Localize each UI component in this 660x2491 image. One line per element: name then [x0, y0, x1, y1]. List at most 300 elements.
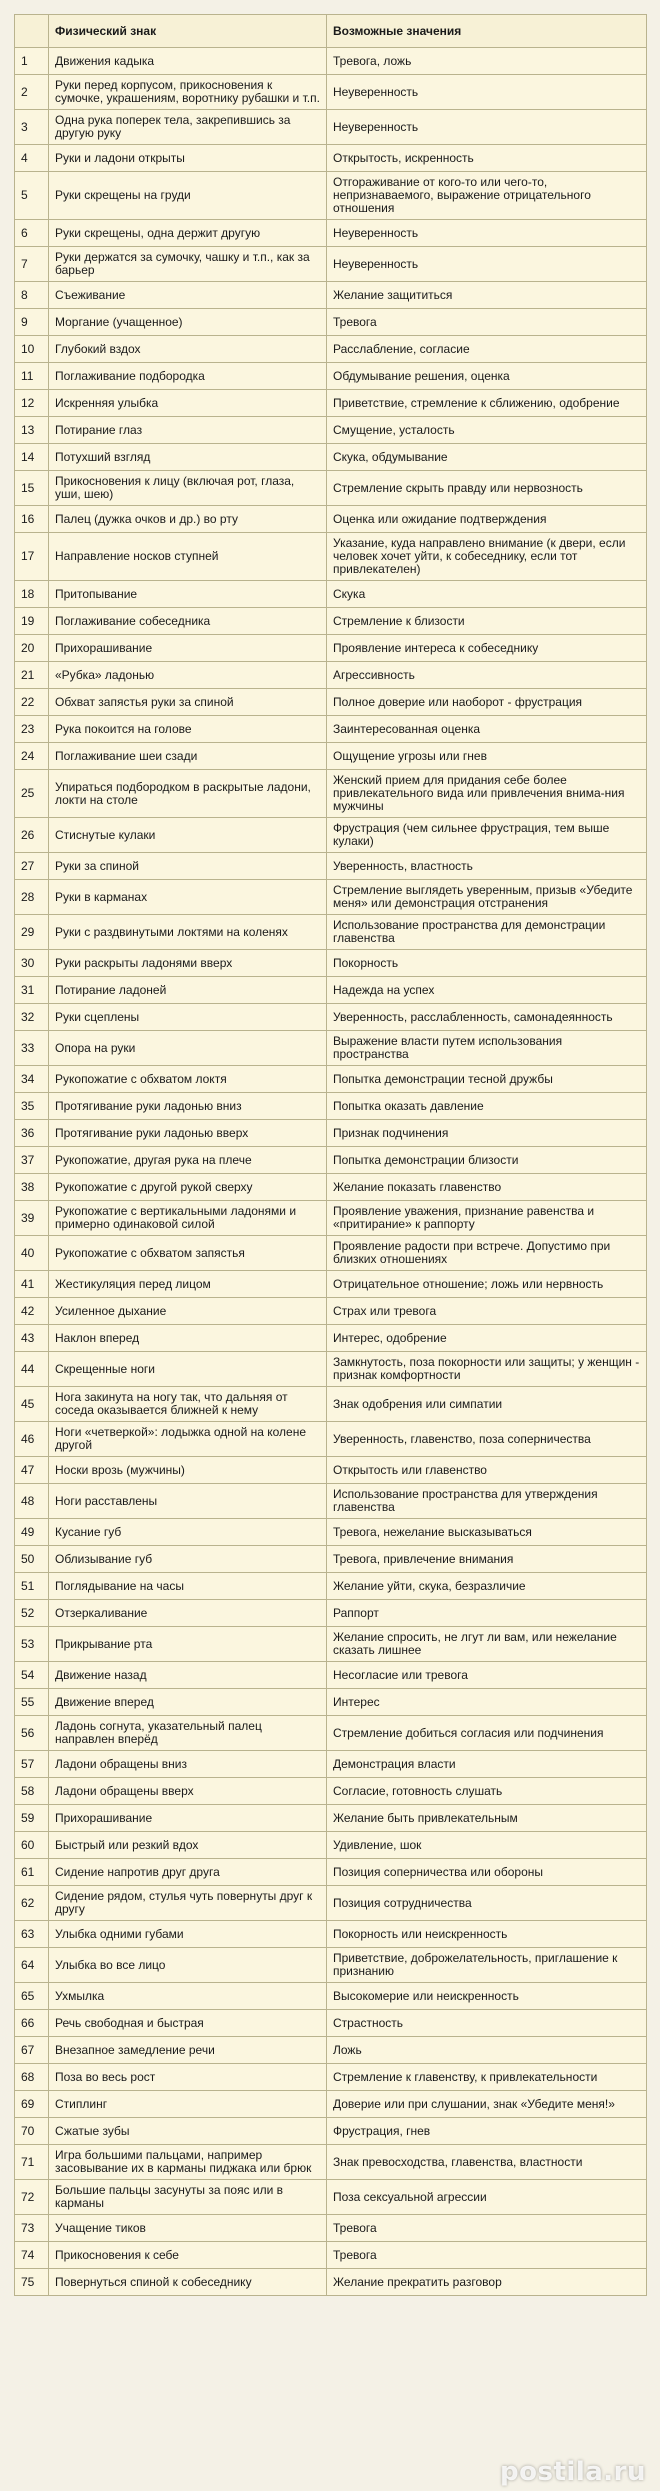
row-number: 34 [15, 1066, 49, 1093]
table-row [15, 2010, 647, 2037]
row-number: 60 [15, 1832, 49, 1859]
row-number: 7 [15, 247, 49, 282]
physical-sign-cell: Сжатые зубы [49, 2118, 327, 2145]
row-number: 55 [15, 1689, 49, 1716]
row-number: 33 [15, 1031, 49, 1066]
table-row [15, 471, 647, 506]
meaning-cell: Стремление добиться согласия или подчинения [327, 1716, 647, 1751]
page [14, 14, 646, 2296]
meaning-cell: Покорность [327, 950, 647, 977]
table-row [15, 247, 647, 282]
meaning-cell: Позиция сотрудничества [327, 1886, 647, 1921]
physical-sign-cell: Стиплинг [49, 2091, 327, 2118]
physical-sign-cell: Рукопожатие с обхватом локтя [49, 1066, 327, 1093]
table-row [15, 1147, 647, 1174]
row-number: 75 [15, 2269, 49, 2296]
row-number: 46 [15, 1422, 49, 1457]
row-number: 22 [15, 689, 49, 716]
row-number: 53 [15, 1627, 49, 1662]
table-row [15, 1689, 647, 1716]
physical-sign-cell: Ноги расставлены [49, 1484, 327, 1519]
header-number [15, 15, 49, 48]
meaning-cell: Страстность [327, 2010, 647, 2037]
table-row [15, 716, 647, 743]
meaning-cell: Неуверенность [327, 247, 647, 282]
row-number: 10 [15, 336, 49, 363]
table-row [15, 533, 647, 581]
row-number: 52 [15, 1600, 49, 1627]
meaning-cell: Высокомерие или неискренность [327, 1983, 647, 2010]
physical-sign-cell: Притопывание [49, 581, 327, 608]
table-row [15, 220, 647, 247]
physical-sign-cell: Потухший взгляд [49, 444, 327, 471]
table-row [15, 1066, 647, 1093]
row-number: 51 [15, 1573, 49, 1600]
table-row [15, 1004, 647, 1031]
physical-sign-cell: Руки и ладони открыты [49, 145, 327, 172]
physical-sign-cell: Руки скрещены на груди [49, 172, 327, 220]
row-number: 39 [15, 1201, 49, 1236]
table-row [15, 309, 647, 336]
physical-sign-cell: Прикрывание рта [49, 1627, 327, 1662]
meaning-cell: Использование пространства для утверждения главенства [327, 1484, 647, 1519]
row-number: 31 [15, 977, 49, 1004]
meaning-cell: Оценка или ожидание подтверждения [327, 506, 647, 533]
table-row [15, 770, 647, 818]
meaning-cell: Знак превосходства, главенства, властности [327, 2145, 647, 2180]
meaning-cell: Тревога [327, 309, 647, 336]
row-number: 25 [15, 770, 49, 818]
table-row [15, 1832, 647, 1859]
table-row [15, 363, 647, 390]
row-number: 17 [15, 533, 49, 581]
table-row [15, 444, 647, 471]
table-row [15, 1859, 647, 1886]
physical-sign-cell: «Рубка» ладонью [49, 662, 327, 689]
physical-sign-cell: Усиленное дыхание [49, 1298, 327, 1325]
meaning-cell: Смущение, усталость [327, 417, 647, 444]
meaning-cell: Желание защититься [327, 282, 647, 309]
meaning-cell: Уверенность, главенство, поза соперничества [327, 1422, 647, 1457]
physical-sign-cell: Большие пальцы засунуты за пояс или в карманы [49, 2180, 327, 2215]
meaning-cell: Раппорт [327, 1600, 647, 1627]
row-number: 54 [15, 1662, 49, 1689]
physical-sign-cell: Игра большими пальцами, например засовывание их в карманы пиджака или брюк [49, 2145, 327, 2180]
meaning-cell: Уверенность, властность [327, 853, 647, 880]
meaning-cell: Попытка демонстрации тесной дружбы [327, 1066, 647, 1093]
meaning-cell: Полное доверие или наоборот - фрустрация [327, 689, 647, 716]
table-row [15, 1805, 647, 1832]
row-number: 65 [15, 1983, 49, 2010]
table-row [15, 48, 647, 75]
physical-sign-cell: Потирание глаз [49, 417, 327, 444]
table-row [15, 282, 647, 309]
row-number: 20 [15, 635, 49, 662]
row-number: 29 [15, 915, 49, 950]
meaning-cell: Обдумывание решения, оценка [327, 363, 647, 390]
meaning-cell: Стремление к близости [327, 608, 647, 635]
row-number: 48 [15, 1484, 49, 1519]
physical-sign-cell: Протягивание руки ладонью вверх [49, 1120, 327, 1147]
table-row [15, 145, 647, 172]
row-number: 64 [15, 1948, 49, 1983]
row-number: 3 [15, 110, 49, 145]
meaning-cell: Открытость или главенство [327, 1457, 647, 1484]
table-row [15, 1120, 647, 1147]
table-row [15, 2064, 647, 2091]
meaning-cell: Тревога, привлечение внимания [327, 1546, 647, 1573]
meaning-cell: Использование пространства для демонстрации главенства [327, 915, 647, 950]
row-number: 23 [15, 716, 49, 743]
table-row [15, 880, 647, 915]
row-number: 36 [15, 1120, 49, 1147]
meaning-cell: Надежда на успех [327, 977, 647, 1004]
physical-sign-cell: Ухмылка [49, 1983, 327, 2010]
physical-sign-cell: Движение назад [49, 1662, 327, 1689]
meaning-cell: Расслабление, согласие [327, 336, 647, 363]
meaning-cell: Указание, куда направлено внимание (к двери, если человек хочет уйти, к собеседнику, если тот привлекателен) [327, 533, 647, 581]
meaning-cell: Скука [327, 581, 647, 608]
meaning-cell: Проявление интереса к собеседнику [327, 635, 647, 662]
row-number: 68 [15, 2064, 49, 2091]
header-possible-meanings: Возможные значения [327, 15, 647, 48]
table-row [15, 2242, 647, 2269]
table-row [15, 1983, 647, 2010]
table-row [15, 1422, 647, 1457]
table-row [15, 1298, 647, 1325]
row-number: 30 [15, 950, 49, 977]
meaning-cell: Желание показать главенство [327, 1174, 647, 1201]
physical-sign-cell: Рукопожатие с обхватом запястья [49, 1236, 327, 1271]
meaning-cell: Ложь [327, 2037, 647, 2064]
table-row [15, 506, 647, 533]
physical-sign-cell: Протягивание руки ладонью вниз [49, 1093, 327, 1120]
table-row [15, 2037, 647, 2064]
physical-sign-cell: Руки перед корпусом, прикосновения к сумочке, украшениям, воротнику рубашки и т.п. [49, 75, 327, 110]
physical-sign-cell: Упираться подбородком в раскрытые ладони, локти на столе [49, 770, 327, 818]
table-row [15, 1271, 647, 1298]
table-row [15, 2145, 647, 2180]
physical-sign-cell: Прикосновения к себе [49, 2242, 327, 2269]
table-row [15, 1174, 647, 1201]
meaning-cell: Желание быть привлекательным [327, 1805, 647, 1832]
physical-sign-cell: Носки врозь (мужчины) [49, 1457, 327, 1484]
physical-sign-cell: Руки в карманах [49, 880, 327, 915]
physical-sign-cell: Палец (дужка очков и др.) во рту [49, 506, 327, 533]
meaning-cell: Демонстрация власти [327, 1751, 647, 1778]
meaning-cell: Фрустрация (чем сильнее фрустрация, тем выше кулаки) [327, 818, 647, 853]
table-row [15, 950, 647, 977]
table-row [15, 743, 647, 770]
row-number: 9 [15, 309, 49, 336]
meaning-cell: Стремление к главенству, к привлекательности [327, 2064, 647, 2091]
physical-sign-cell: Кусание губ [49, 1519, 327, 1546]
meaning-cell: Удивление, шок [327, 1832, 647, 1859]
table-row [15, 1484, 647, 1519]
table-row [15, 1573, 647, 1600]
meaning-cell: Покорность или неискренность [327, 1921, 647, 1948]
physical-sign-cell: Прикосновения к лицу (включая рот, глаза, уши, шею) [49, 471, 327, 506]
row-number: 62 [15, 1886, 49, 1921]
meaning-cell: Поза сексуальной агрессии [327, 2180, 647, 2215]
row-number: 43 [15, 1325, 49, 1352]
physical-sign-cell: Руки за спиной [49, 853, 327, 880]
meaning-cell: Тревога, нежелание высказываться [327, 1519, 647, 1546]
row-number: 26 [15, 818, 49, 853]
table-row [15, 417, 647, 444]
table-row [15, 1627, 647, 1662]
physical-sign-cell: Опора на руки [49, 1031, 327, 1066]
row-number: 47 [15, 1457, 49, 1484]
row-number: 74 [15, 2242, 49, 2269]
physical-sign-cell: Поза во весь рост [49, 2064, 327, 2091]
row-number: 70 [15, 2118, 49, 2145]
row-number: 5 [15, 172, 49, 220]
physical-sign-cell: Искренняя улыбка [49, 390, 327, 417]
physical-sign-cell: Руки с раздвинутыми локтями на коленях [49, 915, 327, 950]
table-row [15, 336, 647, 363]
meaning-cell: Агрессивность [327, 662, 647, 689]
physical-sign-cell: Отзеркаливание [49, 1600, 327, 1627]
physical-sign-cell: Поглядывание на часы [49, 1573, 327, 1600]
row-number: 8 [15, 282, 49, 309]
row-number: 35 [15, 1093, 49, 1120]
meaning-cell: Попытка демонстрации близости [327, 1147, 647, 1174]
row-number: 50 [15, 1546, 49, 1573]
table-row [15, 581, 647, 608]
physical-sign-cell: Наклон вперед [49, 1325, 327, 1352]
meaning-cell: Тревога [327, 2242, 647, 2269]
row-number: 37 [15, 1147, 49, 1174]
physical-sign-cell: Прихорашивание [49, 1805, 327, 1832]
row-number: 24 [15, 743, 49, 770]
table-row [15, 1519, 647, 1546]
table-body [15, 48, 647, 2296]
table-row [15, 1031, 647, 1066]
physical-sign-cell: Прихорашивание [49, 635, 327, 662]
row-number: 72 [15, 2180, 49, 2215]
meaning-cell: Проявление радости при встрече. Допустимо при близких отношениях [327, 1236, 647, 1271]
meaning-cell: Отгораживание от кого-то или чего-то, непризнаваемого, выражение отрицательного отношения [327, 172, 647, 220]
table-row [15, 1457, 647, 1484]
meaning-cell: Попытка оказать давление [327, 1093, 647, 1120]
meaning-cell: Скука, обдумывание [327, 444, 647, 471]
meaning-cell: Стремление выглядеть уверенным, призыв «Убедите меня» или демонстрация отстранения [327, 880, 647, 915]
meaning-cell: Приветствие, стремление к сближению, одобрение [327, 390, 647, 417]
table-row [15, 2180, 647, 2215]
physical-sign-cell: Рука покоится на голове [49, 716, 327, 743]
meaning-cell: Несогласие или тревога [327, 1662, 647, 1689]
physical-sign-cell: Обхват запястья руки за спиной [49, 689, 327, 716]
table-row [15, 1352, 647, 1387]
meaning-cell: Выражение власти путем использования пространства [327, 1031, 647, 1066]
row-number: 71 [15, 2145, 49, 2180]
physical-sign-cell: Глубокий вздох [49, 336, 327, 363]
table-row [15, 110, 647, 145]
physical-sign-cell: Моргание (учащенное) [49, 309, 327, 336]
table-row [15, 1778, 647, 1805]
meaning-cell: Доверие или при слушании, знак «Убедите меня!» [327, 2091, 647, 2118]
meaning-cell: Интерес, одобрение [327, 1325, 647, 1352]
body-language-table [14, 14, 647, 2296]
physical-sign-cell: Съеживание [49, 282, 327, 309]
table-row [15, 1600, 647, 1627]
row-number: 66 [15, 2010, 49, 2037]
physical-sign-cell: Руки скрещены, одна держит другую [49, 220, 327, 247]
row-number: 56 [15, 1716, 49, 1751]
meaning-cell: Желание спросить, не лгут ли вам, или нежелание сказать лишнее [327, 1627, 647, 1662]
physical-sign-cell: Сидение рядом, стулья чуть повернуты друг к другу [49, 1886, 327, 1921]
meaning-cell: Неуверенность [327, 110, 647, 145]
table-row [15, 2269, 647, 2296]
table-row [15, 608, 647, 635]
row-number: 18 [15, 581, 49, 608]
physical-sign-cell: Поглаживание шеи сзади [49, 743, 327, 770]
meaning-cell: Согласие, готовность слушать [327, 1778, 647, 1805]
physical-sign-cell: Ладонь согнута, указательный палец направлен вперёд [49, 1716, 327, 1751]
row-number: 21 [15, 662, 49, 689]
meaning-cell: Ощущение угрозы или гнев [327, 743, 647, 770]
table-row [15, 1662, 647, 1689]
row-number: 16 [15, 506, 49, 533]
physical-sign-cell: Внезапное замедление речи [49, 2037, 327, 2064]
meaning-cell: Проявление уважения, признание равенства и «притирание» к раппорту [327, 1201, 647, 1236]
row-number: 6 [15, 220, 49, 247]
row-number: 38 [15, 1174, 49, 1201]
row-number: 41 [15, 1271, 49, 1298]
physical-sign-cell: Улыбка во все лицо [49, 1948, 327, 1983]
row-number: 4 [15, 145, 49, 172]
row-number: 1 [15, 48, 49, 75]
table-row [15, 172, 647, 220]
table-row [15, 915, 647, 950]
physical-sign-cell: Направление носков ступней [49, 533, 327, 581]
physical-sign-cell: Сидение напротив друг друга [49, 1859, 327, 1886]
table-row [15, 853, 647, 880]
physical-sign-cell: Рукопожатие с вертикальными ладонями и примерно одинаковой силой [49, 1201, 327, 1236]
meaning-cell: Отрицательное отношение; ложь или нервность [327, 1271, 647, 1298]
watermark-logo: postila.ru [500, 2457, 646, 2487]
meaning-cell: Приветствие, доброжелательность, приглашение к признанию [327, 1948, 647, 1983]
meaning-cell: Страх или тревога [327, 1298, 647, 1325]
table-row [15, 1236, 647, 1271]
meaning-cell: Открытость, искренность [327, 145, 647, 172]
table-row [15, 1886, 647, 1921]
physical-sign-cell: Поглаживание собеседника [49, 608, 327, 635]
table-row [15, 977, 647, 1004]
meaning-cell: Признак подчинения [327, 1120, 647, 1147]
meaning-cell: Фрустрация, гнев [327, 2118, 647, 2145]
table-row [15, 1751, 647, 1778]
physical-sign-cell: Быстрый или резкий вдох [49, 1832, 327, 1859]
table-row [15, 818, 647, 853]
row-number: 69 [15, 2091, 49, 2118]
table-row [15, 635, 647, 662]
physical-sign-cell: Рукопожатие, другая рука на плече [49, 1147, 327, 1174]
row-number: 59 [15, 1805, 49, 1832]
meaning-cell: Желание уйти, скука, безразличие [327, 1573, 647, 1600]
row-number: 73 [15, 2215, 49, 2242]
row-number: 13 [15, 417, 49, 444]
meaning-cell: Желание прекратить разговор [327, 2269, 647, 2296]
row-number: 49 [15, 1519, 49, 1546]
meaning-cell: Позиция соперничества или обороны [327, 1859, 647, 1886]
physical-sign-cell: Движение вперед [49, 1689, 327, 1716]
table-row [15, 2091, 647, 2118]
physical-sign-cell: Повернуться спиной к собеседнику [49, 2269, 327, 2296]
physical-sign-cell: Поглаживание подбородка [49, 363, 327, 390]
physical-sign-cell: Нога закинута на ногу так, что дальняя от соседа оказывается ближней к нему [49, 1387, 327, 1422]
physical-sign-cell: Жестикуляция перед лицом [49, 1271, 327, 1298]
row-number: 40 [15, 1236, 49, 1271]
meaning-cell: Женский прием для придания себе более привлекательного вида или привлечения внима-ния мужчины [327, 770, 647, 818]
row-number: 44 [15, 1352, 49, 1387]
table-row [15, 1921, 647, 1948]
meaning-cell: Неуверенность [327, 220, 647, 247]
meaning-cell: Тревога, ложь [327, 48, 647, 75]
table-header-row [15, 15, 647, 48]
physical-sign-cell: Потирание ладоней [49, 977, 327, 1004]
row-number: 15 [15, 471, 49, 506]
table-row [15, 1387, 647, 1422]
row-number: 2 [15, 75, 49, 110]
row-number: 58 [15, 1778, 49, 1805]
physical-sign-cell: Руки держатся за сумочку, чашку и т.п., как за барьер [49, 247, 327, 282]
table-row [15, 75, 647, 110]
physical-sign-cell: Учащение тиков [49, 2215, 327, 2242]
table-row [15, 662, 647, 689]
table-row [15, 1948, 647, 1983]
row-number: 67 [15, 2037, 49, 2064]
physical-sign-cell: Облизывание губ [49, 1546, 327, 1573]
physical-sign-cell: Скрещенные ноги [49, 1352, 327, 1387]
table-row [15, 1093, 647, 1120]
row-number: 61 [15, 1859, 49, 1886]
table-row [15, 689, 647, 716]
physical-sign-cell: Ладони обращены вниз [49, 1751, 327, 1778]
physical-sign-cell: Речь свободная и быстрая [49, 2010, 327, 2037]
physical-sign-cell: Руки сцеплены [49, 1004, 327, 1031]
physical-sign-cell: Рукопожатие с другой рукой сверху [49, 1174, 327, 1201]
physical-sign-cell: Ноги «четверкой»: лодыжка одной на колене другой [49, 1422, 327, 1457]
meaning-cell: Заинтересованная оценка [327, 716, 647, 743]
meaning-cell: Уверенность, расслабленность, самонадеянность [327, 1004, 647, 1031]
table-row [15, 390, 647, 417]
table-row [15, 1201, 647, 1236]
row-number: 19 [15, 608, 49, 635]
row-number: 11 [15, 363, 49, 390]
meaning-cell: Интерес [327, 1689, 647, 1716]
physical-sign-cell: Стиснутые кулаки [49, 818, 327, 853]
table-row [15, 2118, 647, 2145]
physical-sign-cell: Руки раскрыты ладонями вверх [49, 950, 327, 977]
row-number: 32 [15, 1004, 49, 1031]
row-number: 14 [15, 444, 49, 471]
table-row [15, 1546, 647, 1573]
table-row [15, 1716, 647, 1751]
row-number: 42 [15, 1298, 49, 1325]
row-number: 12 [15, 390, 49, 417]
meaning-cell: Неуверенность [327, 75, 647, 110]
meaning-cell: Стремление скрыть правду или нервозность [327, 471, 647, 506]
table-row [15, 1325, 647, 1352]
meaning-cell: Тревога [327, 2215, 647, 2242]
row-number: 28 [15, 880, 49, 915]
row-number: 45 [15, 1387, 49, 1422]
meaning-cell: Знак одобрения или симпатии [327, 1387, 647, 1422]
table-row [15, 2215, 647, 2242]
physical-sign-cell: Ладони обращены вверх [49, 1778, 327, 1805]
